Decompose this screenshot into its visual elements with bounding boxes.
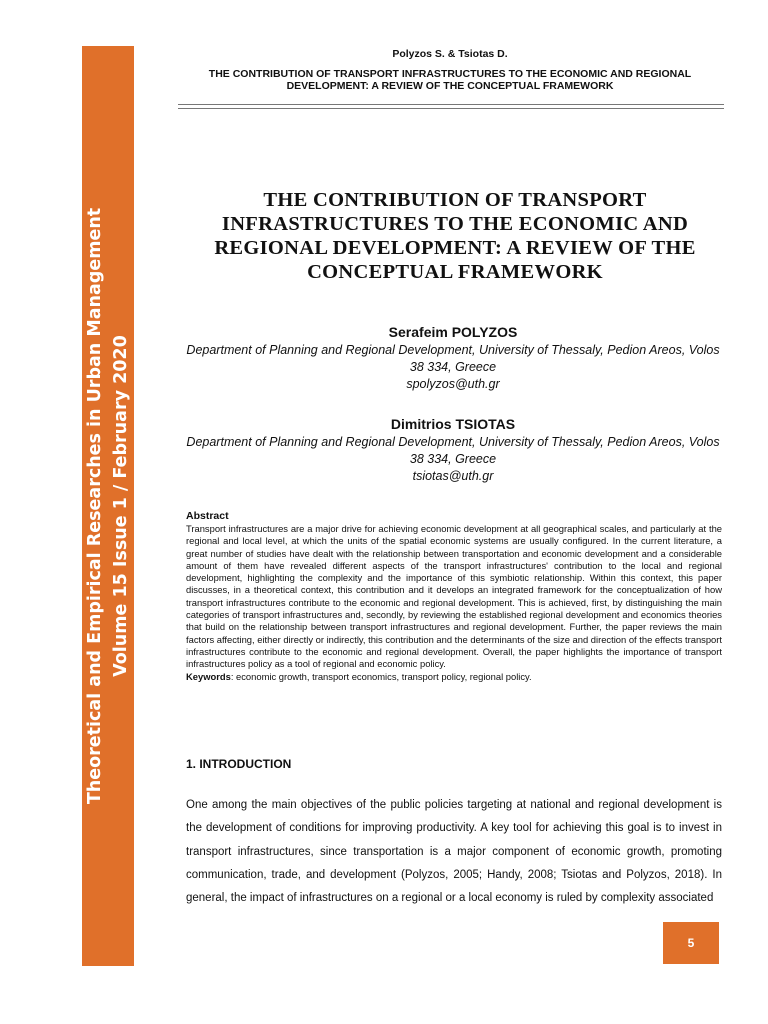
journal-issue: Volume 15 Issue 1 / February 2020 <box>111 335 131 677</box>
author-block <box>180 414 726 485</box>
author-email[interactable]: spolyzos@uth.gr <box>406 377 500 391</box>
section-heading: 1. INTRODUCTION <box>186 757 292 771</box>
author-name: Serafeim POLYZOS <box>388 324 518 340</box>
author-block <box>180 322 726 393</box>
keywords-line <box>186 671 722 683</box>
paper-title: THE CONTRIBUTION OF TRANSPORT INFRASTRUCTURES TO THE ECONOMIC AND REGIONAL DEVELOPMENT: A REVIEW OF THE CONCEPTUAL FRAMEWORK <box>214 189 696 283</box>
author-email[interactable]: tsiotas@uth.gr <box>412 469 494 483</box>
running-head <box>180 48 720 92</box>
keywords-label: Keywords <box>186 670 231 682</box>
author-affiliation: Department of Planning and Regional Development, University of Thessaly, Pedion Areos, Volos 38 334, Greece <box>186 435 720 466</box>
page-number: 5 <box>663 922 719 964</box>
author-affiliation: Department of Planning and Regional Development, University of Thessaly, Pedion Areos, Volos 38 334, Greece <box>186 343 720 374</box>
keywords-text: : economic growth, transport economics, transport policy, regional policy. <box>230 670 532 682</box>
abstract-heading: Abstract <box>186 510 229 522</box>
running-head-title: THE CONTRIBUTION OF TRANSPORT INFRASTRUCTURES TO THE ECONOMIC AND REGIONAL DEVELOPMENT: A REVIEW OF THE CONCEPTUAL FRAMEWORK <box>208 68 692 92</box>
journal-name: Theoretical and Empirical Researches in Urban Management <box>85 207 105 805</box>
header-rule <box>178 104 724 109</box>
abstract-text: Transport infrastructures are a major drive for achieving economic development at all geographical scales, and particularly at the regional and local level, at which the units of the spatial economic systems are usually configured. In the current literature, a great number of studies have dealt with the relationship between transportation and economic development and a considerable amount of them have revealed different aspects of the transport infrastructures' contribution to the local and regional development, highlighting the complexity and the importance of this symbiotic relationship. Within this context, this paper discusses, in a theoretical context, this contribution and it develops an integrated framework for the conceptualization of how transport infrastructures contribute to the economic and regional development. This is achieved, first, by distinguishing the main categories of transport infrastructures and, secondly, by reviewing the established regional development and economics theories that build on the relationship between transport infrastructures and regional development. Further, the paper reviews the main factors affecting, either directly or indirectly, this contribution and the determinants of the size and direction of the effects transport infrastructures contribute to the economic and regional development. Overall, the paper highlights the importance of transport infrastructures policy as a tool of regional and economic policy. <box>186 523 722 670</box>
journal-side-text <box>82 56 134 956</box>
introduction-paragraph: One among the main objectives of the public policies targeting at national and regional development is the development of conditions for improving productivity. A key tool for achieving this goal is to invest in transport infrastructures, since transportation is a major component of economic growth, promoting communication, trade, and development (Polyzos, 2005; Handy, 2008; Tsiotas and Polyzos, 2018). In general, the impact of infrastructures on a regional or a local economy is ruled by complexity associated <box>186 799 722 905</box>
running-head-authors: Polyzos S. & Tsiotas D. <box>392 48 508 60</box>
author-name: Dimitrios TSIOTAS <box>390 416 516 432</box>
abstract-section <box>186 510 722 683</box>
